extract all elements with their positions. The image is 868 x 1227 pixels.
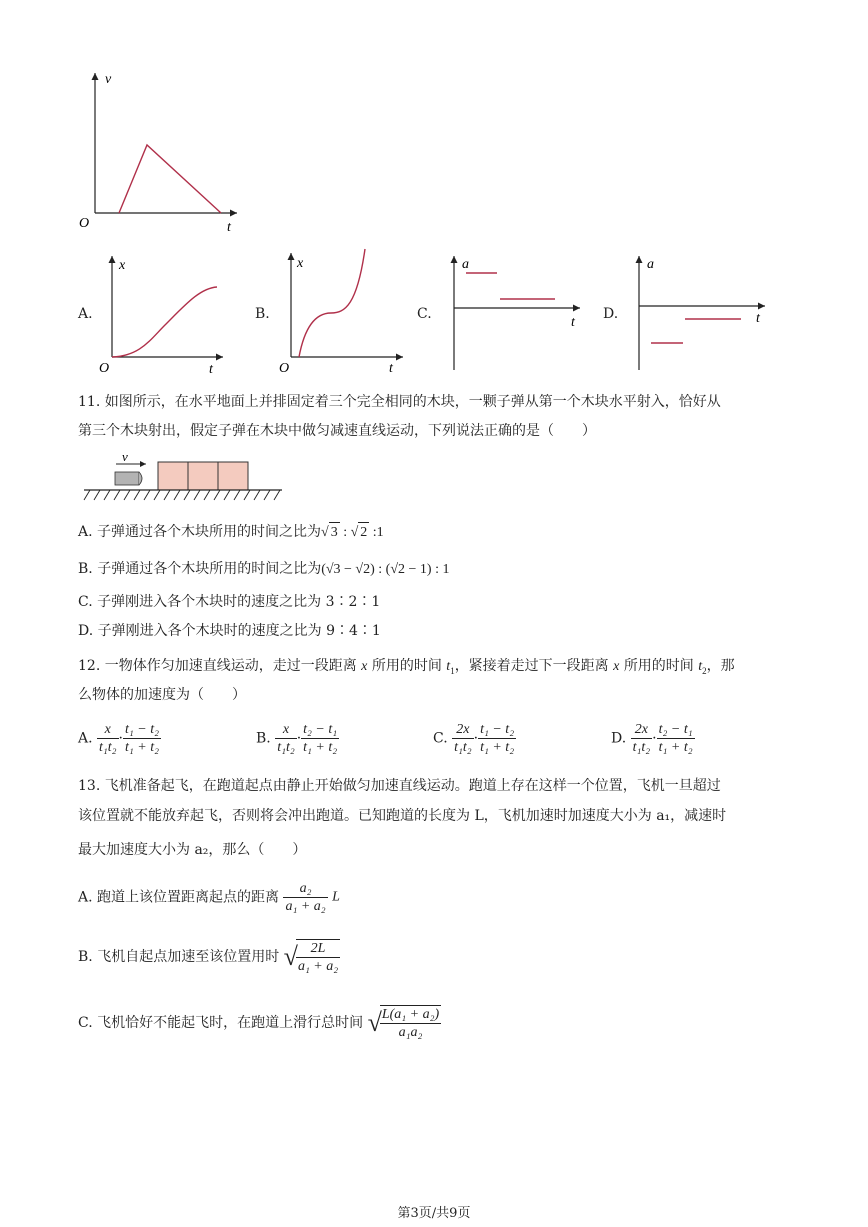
option-b-curve xyxy=(299,249,365,357)
q12-option-a: A. $\frac{x}{\text{t₁t₂}}$ · $\frac{\text{t₁ − t₂}}{\text{t₁ + t₂}}$ xyxy=(78,722,159,755)
q13-option-b: B. 飞机自起点加速至该位置用时 √ $\frac{2L}{\text{a₁ + a₂}}$ xyxy=(78,941,339,974)
option-c-letter: C. xyxy=(417,306,432,322)
bullet xyxy=(115,472,139,485)
q12-option-b: B. $\frac{x}{\text{t₁t₂}}$ · $\frac{\text{t₂ − t₁}}{\text{t₁ + t₂}}$ xyxy=(256,722,338,755)
q13-stem-line3: 最大加速度大小为 a₂，那么（ ） xyxy=(78,842,307,858)
svg-text:O: O xyxy=(99,361,110,375)
option-b-letter: B. xyxy=(255,306,270,322)
svg-text:t: t xyxy=(756,311,760,326)
v-axis-label: v xyxy=(105,72,112,87)
svg-text:a: a xyxy=(462,257,469,272)
q11-stem-line2: 第三个木块射出，假定子弹在木块中做匀减速直线运动，下列说法正确的是（ ） xyxy=(78,423,596,439)
t-axis-label: t xyxy=(227,220,231,235)
option-a-letter: A. xyxy=(78,306,93,322)
origin-label: O xyxy=(79,216,90,231)
q11-option-d: D. 子弹刚进入各个木块时的速度之比为 9∶4∶1 xyxy=(78,623,381,639)
wood-block-1 xyxy=(158,462,188,490)
svg-text:v: v xyxy=(122,449,128,464)
option-c-graph xyxy=(440,250,585,375)
q12-option-c: C. $\frac{2x}{\text{t₁t₂}}$ · $\frac{\text{t₁ − t₂}}{\text{t₁ + t₂}}$ xyxy=(433,722,515,755)
svg-text:t: t xyxy=(209,362,213,375)
option-b-graph xyxy=(275,245,410,375)
svg-text:x: x xyxy=(119,258,126,273)
q13-stem-line1: 13. 飞机准备起飞，在跑道起点由静止开始做匀加速直线运动。跑道上存在这样一个位置，飞机一旦超过 xyxy=(78,778,721,794)
svg-text:t: t xyxy=(571,315,575,330)
page-footer: 第3页/共9页 xyxy=(397,1206,471,1221)
v-t-graph xyxy=(75,65,245,235)
svg-text:t: t xyxy=(389,361,393,375)
q12-option-d: D. $\frac{2x}{\text{t₁t₂}}$ · $\frac{\text{t₂ − t₁}}{\text{t₁ + t₂}}$ xyxy=(611,722,693,755)
svg-text:a: a xyxy=(647,257,654,272)
q11-bullet-figure xyxy=(82,448,287,504)
q12-stem-line2: 么物体的加速度为（ ） xyxy=(78,687,246,703)
q11-option-a: A. 子弹通过各个木块所用的时间之比为√ 3 : √ 2 :1 xyxy=(78,522,384,543)
q11-option-c: C. 子弹刚进入各个木块时的速度之比为 3∶2∶1 xyxy=(78,594,381,610)
option-d-graph xyxy=(625,250,770,375)
q11-stem-line1: 11. 如图所示，在水平地面上并排固定着三个完全相同的木块，一颗子弹从第一个木块水平射入，恰好从 xyxy=(78,394,721,410)
wood-block-2 xyxy=(188,462,218,490)
q13-stem-line2: 该位置就不能放弃起飞，否则将会冲出跑道。已知跑道的长度为 L，飞机加速时加速度大小为 a₁，减速时 xyxy=(78,808,727,824)
q13-option-a: A. 跑道上该位置距离起点的距离 $\frac{\text{a₂}}{\text{a₁ + a₂}}$ L xyxy=(78,881,340,914)
option-a-curve xyxy=(112,287,217,357)
svg-text:O: O xyxy=(279,361,290,375)
v-curve xyxy=(119,145,221,213)
wood-block-3 xyxy=(218,462,248,490)
q12-stem-line1: 12. 一物体作匀加速直线运动，走过一段距离 x 所用的时间 $t_1$，紧接着走过下一段距离 x 所用的时间 $t_2$，那 xyxy=(78,658,735,676)
option-a-graph xyxy=(95,250,230,375)
q11-option-b: B. 子弹通过各个木块所用的时间之比为(√3 − √2) : (√2 − 1) : 1 xyxy=(78,561,450,577)
q13-option-c: C. 飞机恰好不能起飞时，在跑道上滑行总时间 √ $\frac{\text{L(a₁ + a₂)}}{\text{a₁a₂}}$ xyxy=(78,1007,440,1040)
svg-text:x: x xyxy=(297,256,304,271)
option-d-letter: D. xyxy=(603,306,619,322)
